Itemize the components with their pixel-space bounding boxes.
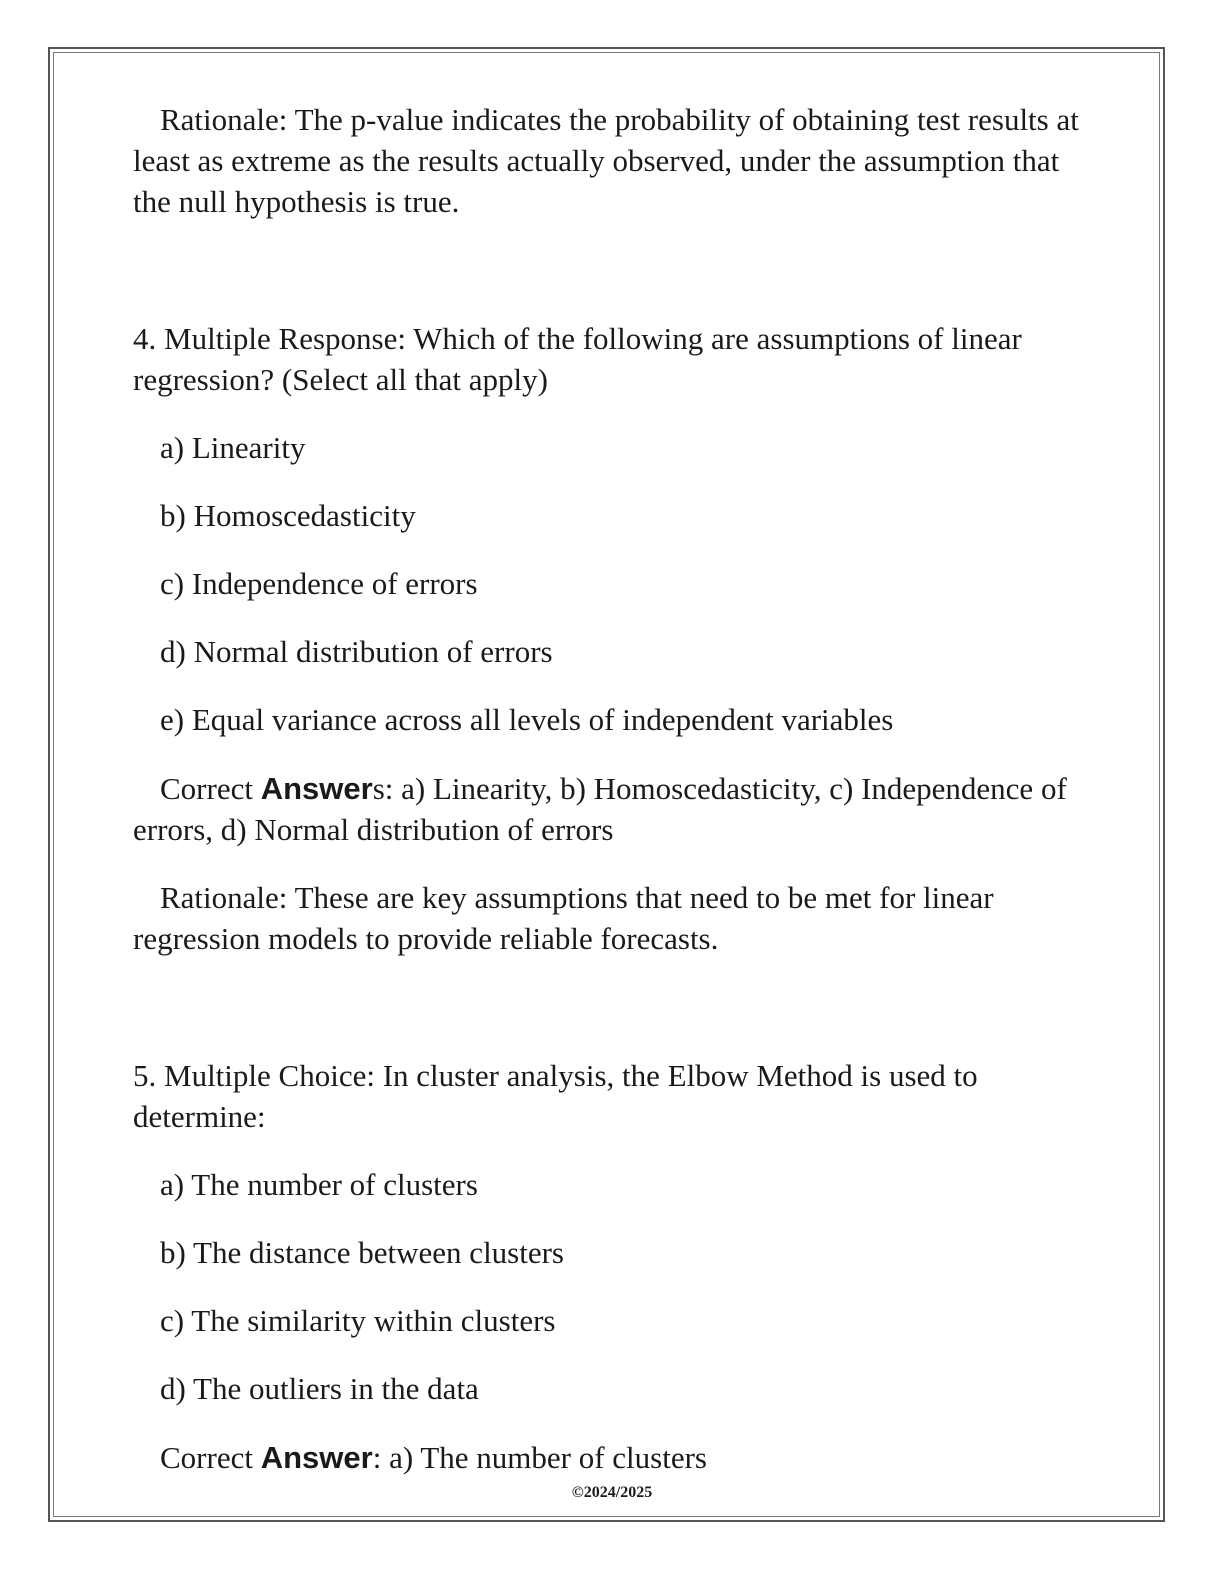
q4-option-c <box>133 563 1093 604</box>
q4-option-a <box>133 427 1093 468</box>
q4-option-d <box>133 631 1093 672</box>
q5-option-c-text: c) The similarity within clusters <box>160 1303 556 1338</box>
q4-correct-answer <box>133 768 1093 850</box>
q4-option-e-text: e) Equal variance across all levels of independent variables <box>160 702 894 737</box>
q5-correct-answer <box>133 1437 1093 1478</box>
q4-option-d-text: d) Normal distribution of errors <box>160 634 553 669</box>
q4-rationale-text: Rationale: These are key assumptions that need to be met for linear regression models to provide reliable forecasts. <box>133 880 994 956</box>
rationale-q3-text: Rationale: The p-value indicates the probability of obtaining test results at least as extreme as the results actually observed, under the assumption that the null hypothesis is true. <box>133 102 1079 219</box>
question-4-text: 4. Multiple Response: Which of the following are assumptions of linear regression? (Select all that apply) <box>133 321 1022 397</box>
q4-correct-suffix: s: a) Linearity, b) Homoscedasticity, c) Independence of errors, d) Normal distribution of errors <box>133 771 1067 847</box>
q5-option-c <box>133 1300 1093 1341</box>
q4-option-e <box>133 699 1093 740</box>
q5-correct-prefix: Correct <box>160 1440 261 1475</box>
q4-option-a-text: a) Linearity <box>160 430 306 465</box>
q4-rationale <box>133 877 1093 959</box>
q4-option-c-text: c) Independence of errors <box>160 566 478 601</box>
q5-option-b-text: b) The distance between clusters <box>160 1235 564 1270</box>
q4-correct-prefix: Correct <box>160 771 261 806</box>
question-5-text: 5. Multiple Choice: In cluster analysis, the Elbow Method is used to determine: <box>133 1058 978 1134</box>
q4-option-b <box>133 495 1093 536</box>
rationale-q3 <box>133 99 1093 222</box>
copyright-footer: ©2024/2025 <box>571 1484 653 1501</box>
q5-option-d <box>133 1368 1093 1409</box>
document-body <box>133 99 1093 1478</box>
q5-option-a-text: a) The number of clusters <box>160 1167 478 1202</box>
q5-answer-word: Answer <box>260 1440 373 1475</box>
q5-option-d-text: d) The outliers in the data <box>160 1371 479 1406</box>
q5-correct-suffix: : a) The number of clusters <box>372 1440 707 1475</box>
q5-option-a <box>133 1164 1093 1205</box>
q5-option-b <box>133 1232 1093 1273</box>
q4-answer-word: Answer <box>260 771 373 806</box>
question-5 <box>133 1055 1093 1137</box>
q4-option-b-text: b) Homoscedasticity <box>160 498 416 533</box>
question-4 <box>133 318 1093 400</box>
